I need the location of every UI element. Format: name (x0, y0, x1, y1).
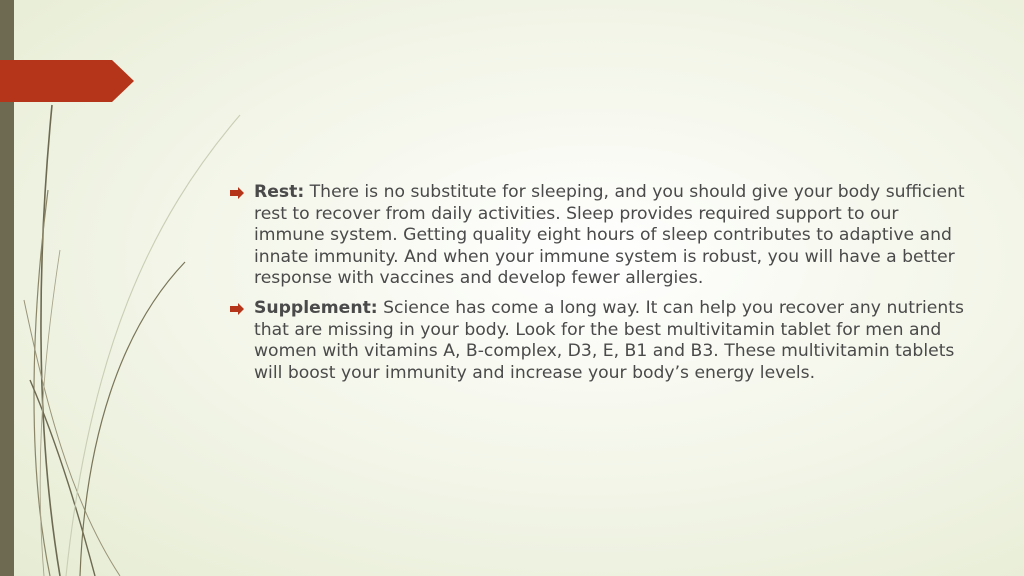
accent-tab (0, 60, 134, 102)
bullet-item-supplement (228, 298, 968, 384)
bullet-label: Rest: (254, 182, 305, 202)
bullet-text: Science has come a long way. It can help you recover any nutrients that are missing in your body. Look for the best multivitamin tablet for men and women with vitamins A, B-complex, D3, E, B1 and B3. These multivitamin tablets will boost your immunity and increase your body’s energy levels. (254, 297, 964, 383)
bullet-text: There is no substitute for sleeping, and you should give your body sufficient rest to recover from daily activities. Sleep provides required support to our immune system. Getting quality eight hours of sleep contributes to adaptive and innate immunity. And when your immune system is robust, you will have a better response with vaccines and develop fewer allergies. (254, 182, 965, 289)
arrow-bullet-icon (228, 184, 246, 202)
arrow-bullet-icon (228, 300, 246, 318)
bullet-item-rest (228, 182, 968, 290)
bullet-list (228, 182, 968, 392)
bullet-label: Supplement: (254, 297, 378, 318)
